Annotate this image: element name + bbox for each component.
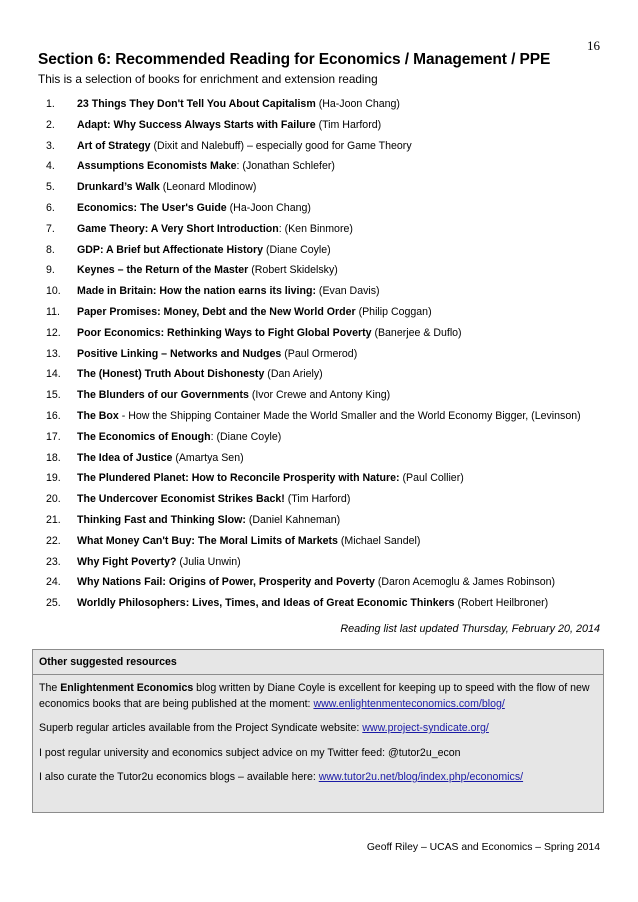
list-item-content xyxy=(77,572,555,593)
book-title: Worldly Philosophers: Lives, Times, and Ideas of Great Economic Thinkers xyxy=(77,597,455,610)
book-author: (Banerjee & Duflo) xyxy=(371,326,462,339)
list-item-number: 9. xyxy=(46,264,55,277)
book-title: The Box xyxy=(77,409,119,422)
list-item xyxy=(46,572,606,593)
resource-paragraph xyxy=(39,681,597,712)
list-item-content xyxy=(77,344,357,365)
book-title: Paper Promises: Money, Debt and the New World Order xyxy=(77,305,356,318)
list-item-number: 24. xyxy=(46,576,61,589)
list-item-content xyxy=(77,385,390,406)
book-author: - How the Shipping Container Made the World Smaller and the World Economy Bigger, (Levinson) xyxy=(118,409,581,422)
book-author: (Diane Coyle) xyxy=(263,243,331,256)
book-author: (Dixit and Nalebuff) – especially good for Game Theory xyxy=(150,139,412,152)
list-item xyxy=(46,115,606,136)
list-item xyxy=(46,593,606,614)
enlightenment-economics-link[interactable]: www.enlightenmenteconomics.com/blog/ xyxy=(313,697,505,710)
resources-body xyxy=(33,675,603,786)
book-title: Poor Economics: Rethinking Ways to Fight Global Poverty xyxy=(77,326,372,339)
list-item xyxy=(46,156,606,177)
list-item xyxy=(46,302,606,323)
list-item xyxy=(46,427,606,448)
book-title: Assumptions Economists Make xyxy=(77,160,237,173)
list-item-number: 13. xyxy=(46,347,61,360)
list-item-number: 8. xyxy=(46,243,55,256)
list-item-content xyxy=(77,198,311,219)
list-item-content xyxy=(77,489,350,510)
book-author: (Tim Harford) xyxy=(315,118,382,131)
list-item xyxy=(46,448,606,469)
book-title: The Blunders of our Governments xyxy=(77,389,249,402)
book-author: (Michael Sandel) xyxy=(337,534,421,547)
list-item-number: 20. xyxy=(46,493,61,506)
book-title: The Undercover Economist Strikes Back! xyxy=(77,493,285,506)
book-title: The Plundered Planet: How to Reconcile Prosperity with Nature: xyxy=(77,472,400,485)
book-author: (Paul Collier) xyxy=(399,472,464,485)
resource-text: Superb regular articles available from the Project Syndicate website: xyxy=(39,722,363,734)
list-item-content xyxy=(77,448,244,469)
book-title: Keynes – the Return of the Master xyxy=(77,264,249,277)
page-number: 16 xyxy=(587,38,600,53)
list-item-content xyxy=(77,260,338,281)
list-item xyxy=(46,281,606,302)
book-author: (Leonard Mlodinow) xyxy=(159,181,257,194)
list-item-content xyxy=(77,552,241,573)
resource-bold-text: Enlightenment Economics xyxy=(60,682,194,694)
resource-text: The xyxy=(39,682,61,694)
book-title: Positive Linking – Networks and Nudges xyxy=(77,347,282,360)
book-title: The Idea of Justice xyxy=(77,451,173,464)
book-title: Drunkard’s Walk xyxy=(77,181,160,194)
book-title: Adapt: Why Success Always Starts with Failure xyxy=(77,118,316,131)
list-item xyxy=(46,344,606,365)
list-item-content xyxy=(77,531,420,552)
list-item xyxy=(46,198,606,219)
list-item-content xyxy=(77,115,381,136)
book-author: (Tim Harford) xyxy=(284,493,351,506)
resource-text: I post regular university and economics subject advice on my Twitter feed: @tutor2u_econ xyxy=(39,746,461,759)
list-item-number: 15. xyxy=(46,389,61,402)
resources-box xyxy=(32,649,604,813)
list-item xyxy=(46,219,606,240)
list-item xyxy=(46,364,606,385)
list-item-content xyxy=(77,593,548,614)
list-item-number: 14. xyxy=(46,368,61,381)
list-item-content xyxy=(77,281,380,302)
book-author: (Robert Heilbroner) xyxy=(454,597,549,610)
page-subtitle: This is a selection of books for enrichment and extension reading xyxy=(38,72,378,86)
list-item-number: 10. xyxy=(46,285,61,298)
book-author: (Paul Ormerod) xyxy=(281,347,358,360)
list-item-number: 3. xyxy=(46,139,55,152)
resource-text: blog written by Diane Coyle is excellent for keeping up to speed with the flow of new economics books that are being published at the moment: xyxy=(39,682,590,710)
book-title: Thinking Fast and Thinking Slow: xyxy=(77,513,246,526)
list-item-content xyxy=(77,468,464,489)
book-author: (Evan Davis) xyxy=(315,285,380,298)
book-list xyxy=(46,94,606,614)
footer: Geoff Riley – UCAS and Economics – Spring 2014 xyxy=(366,842,600,853)
list-item xyxy=(46,531,606,552)
book-author: (Ha-Joon Chang) xyxy=(226,201,311,214)
list-item-content xyxy=(77,406,581,427)
book-title: Game Theory: A Very Short Introduction xyxy=(77,222,279,235)
list-item xyxy=(46,94,606,115)
book-author: : (Jonathan Schlefer) xyxy=(236,160,335,173)
list-item xyxy=(46,323,606,344)
list-item xyxy=(46,240,606,261)
list-item-content xyxy=(77,364,323,385)
list-item-number: 21. xyxy=(46,513,61,526)
book-author: (Daniel Kahneman) xyxy=(245,513,341,526)
project-syndicate-link[interactable]: www.project-syndicate.org/ xyxy=(362,722,489,734)
resource-paragraph xyxy=(39,746,597,762)
book-author: (Ha-Joon Chang) xyxy=(315,98,400,110)
book-title: Why Fight Poverty? xyxy=(77,555,177,568)
list-item-number: 7. xyxy=(46,222,55,235)
list-item xyxy=(46,136,606,157)
list-item-number: 23. xyxy=(46,555,61,568)
list-item xyxy=(46,406,606,427)
book-title: GDP: A Brief but Affectionate History xyxy=(77,243,263,256)
list-item xyxy=(46,510,606,531)
list-item-content xyxy=(77,510,340,531)
book-title: The Economics of Enough xyxy=(77,430,211,443)
list-item-content xyxy=(77,177,256,198)
list-item-number: 17. xyxy=(46,430,61,443)
list-item-content xyxy=(77,156,335,177)
list-item-number: 11. xyxy=(46,305,60,318)
resources-header xyxy=(33,650,603,675)
list-item-number: 16. xyxy=(46,409,61,422)
list-item-number: 19. xyxy=(46,472,61,485)
tutor2u-blog-link[interactable]: www.tutor2u.net/blog/index.php/economics/ xyxy=(318,771,524,783)
book-title: Why Nations Fail: Origins of Power, Prosperity and Poverty xyxy=(77,576,375,589)
book-author: (Amartya Sen) xyxy=(172,451,244,464)
book-title: Made in Britain: How the nation earns its living: xyxy=(77,285,316,298)
resources-title: Other suggested resources xyxy=(39,656,177,668)
book-author: : (Ken Binmore) xyxy=(278,222,353,235)
list-item xyxy=(46,552,606,573)
list-item xyxy=(46,468,606,489)
book-author: (Philip Coggan) xyxy=(355,305,432,318)
list-item-content xyxy=(77,136,412,157)
updated-note: Reading list last updated Thursday, February 20, 2014 xyxy=(340,623,600,635)
list-item xyxy=(46,177,606,198)
list-item-number: 22. xyxy=(46,534,61,547)
list-item-content xyxy=(77,427,281,448)
list-item-number: 5. xyxy=(46,181,55,194)
book-title: The (Honest) Truth About Dishonesty xyxy=(77,368,265,381)
book-author: : (Diane Coyle) xyxy=(210,430,282,443)
book-title: 23 Things They Don't Tell You About Capitalism xyxy=(77,98,316,110)
resource-paragraph xyxy=(39,721,597,737)
list-item xyxy=(46,385,606,406)
list-item-number: 18. xyxy=(46,451,61,464)
list-item-number: 1. xyxy=(46,98,55,110)
list-item-content xyxy=(77,94,400,115)
list-item-content xyxy=(77,323,462,344)
list-item-number: 25. xyxy=(46,597,61,610)
book-title: Economics: The User's Guide xyxy=(77,201,227,214)
book-author: (Daron Acemoglu & James Robinson) xyxy=(374,576,556,589)
list-item-content xyxy=(77,240,331,261)
list-item-content xyxy=(77,302,432,323)
resource-paragraph xyxy=(39,770,597,786)
book-author: (Robert Skidelsky) xyxy=(248,264,338,277)
resource-text: I also curate the Tutor2u economics blogs – available here: xyxy=(39,771,319,783)
list-item-number: 6. xyxy=(46,201,55,214)
book-author: (Ivor Crewe and Antony King) xyxy=(248,389,391,402)
book-title: Art of Strategy xyxy=(77,139,151,152)
book-author: (Dan Ariely) xyxy=(264,368,323,381)
list-item xyxy=(46,489,606,510)
book-author: (Julia Unwin) xyxy=(176,555,241,568)
book-title: What Money Can't Buy: The Moral Limits of Markets xyxy=(77,534,338,547)
page-title: Section 6: Recommended Reading for Economics / Management / PPE xyxy=(38,51,551,68)
list-item-content xyxy=(77,219,353,240)
list-item-number: 2. xyxy=(46,118,55,131)
list-item-number: 12. xyxy=(46,326,61,339)
list-item xyxy=(46,260,606,281)
list-item-number: 4. xyxy=(46,160,55,173)
